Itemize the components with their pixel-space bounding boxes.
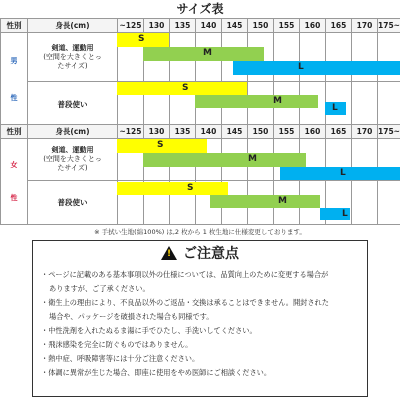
notice-list [41,268,361,380]
size-label-s: S [138,34,145,44]
col-header: 150 [248,125,274,139]
col-header: ~125 [118,125,144,139]
notice-item [41,296,361,324]
col-header: 130 [144,19,170,33]
usage-sports-female [28,139,118,181]
notice-line: 場合や、パッケージを破損された場合も同様です。 [49,312,214,321]
height-header: 身長(cm) [28,125,118,139]
gender-female-cell [1,139,28,225]
size-label-m: M [273,96,282,106]
size-label-m: M [203,48,212,58]
usage-sports-male [28,33,118,82]
col-header: 175~ [378,125,400,139]
gender-female-top: 女 [10,160,18,169]
gender-male-top: 男 [10,56,18,65]
notice-title: ご注意点 [183,246,239,262]
size-label-s: S [157,140,164,150]
col-header: 145 [222,125,248,139]
notice-line: ・飛沫感染を完全に防ぐものではありません。 [41,340,193,349]
col-header: 130 [144,125,170,139]
usage-line: (空間を大きくとっ [43,155,102,163]
notice-header [33,241,367,265]
warning-icon: ! [161,246,177,260]
usage-line: たサイズ) [57,164,88,172]
notice-line: ・ページに記載のある基本事項以外の仕様については、品質向上のために変更する場合が [41,270,329,279]
notice-line: ・衛生上の理由により、不良品以外のご返品・交換は承ることはできません。開封された [41,298,329,307]
size-label-m: M [248,154,257,164]
notice-item [41,338,361,352]
usage-daily-male: 普段使い [28,82,118,127]
col-header: 145 [222,19,248,33]
size-table-title: サイズ表 [176,2,224,16]
gender-header: 性別 [1,19,28,33]
col-header: 160 [300,125,326,139]
usage-line: 剣道、運動用 [51,146,94,154]
usage-daily-female: 普段使い [28,181,118,225]
height-header: 身長(cm) [28,19,118,33]
col-header: 175~ [378,19,400,33]
col-header: 150 [248,19,274,33]
gender-male-cell [1,33,28,127]
size-label-l: L [340,168,346,178]
usage-line: たサイズ) [57,61,88,70]
size-label-l: L [298,62,304,72]
notice-item [41,352,361,366]
notice-line: ・中性洗剤を入れたぬるま湯に手でひたし、手洗いしてください。 [41,326,257,335]
col-header: 155 [274,125,300,139]
col-header: 170 [352,125,378,139]
col-header: 140 [196,125,222,139]
gender-female-bottom: 性 [10,193,18,202]
usage-line: (空間を大きくとっ [43,52,102,61]
col-header: 140 [196,19,222,33]
notice-line: ・熱中症、呼吸障害等には十分ご注意ください。 [41,354,200,363]
size-label-m: M [278,196,287,206]
col-header: 165 [326,125,352,139]
col-header: ~125 [118,19,144,33]
col-header: 165 [326,19,352,33]
size-label-l: L [332,103,338,113]
col-header: 135 [170,125,196,139]
male-size-table [0,18,400,127]
size-label-s: S [182,83,189,93]
col-header: 135 [170,19,196,33]
col-header: 160 [300,19,326,33]
notice-item [41,268,361,296]
notice-box [32,240,368,397]
notice-item [41,366,361,380]
gender-male-bottom: 性 [10,93,18,102]
female-size-table [0,124,400,225]
col-header: 170 [352,19,378,33]
notice-line: ありますが、ご了承ください。 [49,284,150,293]
notice-item [41,324,361,338]
size-label-s: S [187,183,194,193]
fabric-note: ※ 手拭い生地(綿100%) は,2 枚から 1 枚生地に仕様変更しております。 [94,228,306,236]
size-label-l: L [342,209,348,219]
notice-line: ・体調に異常が生じた場合、即座に使用をやめ医師にご相談ください。 [41,368,272,377]
col-header: 155 [274,19,300,33]
usage-line: 剣道、運動用 [51,43,94,52]
gender-header: 性別 [1,125,28,139]
